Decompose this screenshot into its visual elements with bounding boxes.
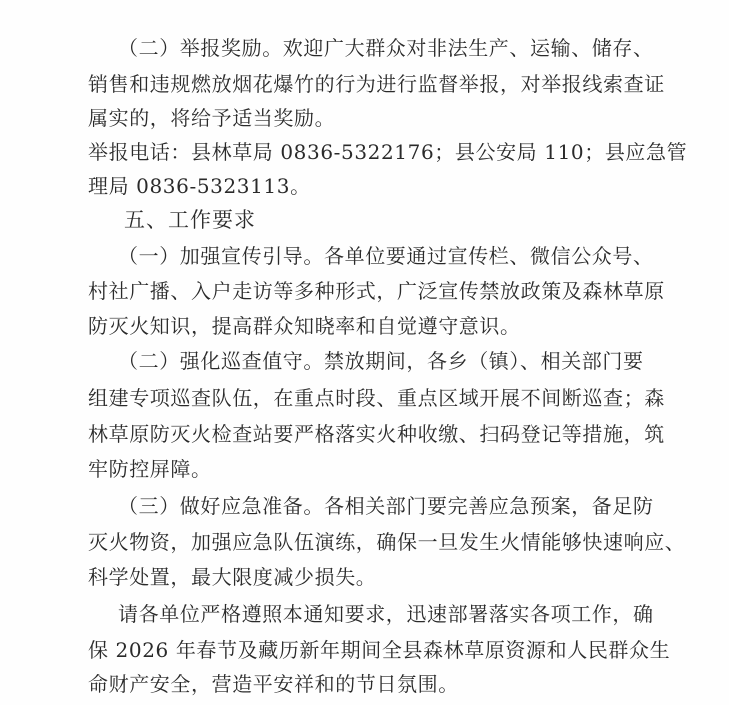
closing-paragraph-line-3: 命财产安全，营造平安祥和的节日氛围。	[88, 672, 459, 696]
hotline-line-2: 理局 0836-5323113。	[88, 174, 311, 198]
reward-paragraph-line-2: 销售和违规燃放烟花爆竹的行为进行监督举报，对举报线索查证	[88, 72, 665, 96]
emergency-paragraph-line-3: 科学处置，最大限度减少损失。	[88, 565, 377, 589]
patrol-paragraph-line-4: 牢防控屏障。	[88, 457, 212, 481]
section-heading-work-requirements: 五、工作要求	[124, 208, 256, 232]
closing-paragraph-line-1: 请各单位严格遵照本通知要求，迅速部署落实各项工作，确	[118, 602, 654, 626]
patrol-paragraph-line-1: （二）强化巡查值守。禁放期间，各乡（镇）、相关部门要	[118, 349, 644, 373]
promotion-paragraph-line-1: （一）加强宣传引导。各单位要通过宣传栏、微信公众号、	[118, 244, 654, 268]
promotion-paragraph-line-2: 村社广播、入户走访等多种形式，广泛宣传禁放政策及森林草原	[88, 279, 665, 303]
patrol-paragraph-line-3: 林草原防灭火检查站要严格落实火种收缴、扫码登记等措施，筑	[88, 422, 665, 446]
patrol-paragraph-line-2: 组建专项巡查队伍，在重点时段、重点区域开展不间断巡查；森	[88, 386, 665, 410]
reward-paragraph-line-3: 属实的，将给予适当奖励。	[88, 106, 336, 130]
emergency-paragraph-line-1: （三）做好应急准备。各相关部门要完善应急预案，备足防	[118, 494, 654, 518]
reward-paragraph-line-1: （二）举报奖励。欢迎广大群众对非法生产、运输、储存、	[118, 36, 654, 60]
closing-paragraph-line-2: 保 2026 年春节及藏历新年期间全县森林草原资源和人民群众生	[88, 638, 671, 662]
emergency-paragraph-line-2: 灭火物资，加强应急队伍演练，确保一旦发生火情能够快速响应、	[88, 530, 686, 554]
hotline-line-1: 举报电话：县林草局 0836-5322176；县公安局 110；县应急管	[88, 140, 688, 164]
promotion-paragraph-line-3: 防灭火知识，提高群众知晓率和自觉遵守意识。	[88, 314, 521, 338]
